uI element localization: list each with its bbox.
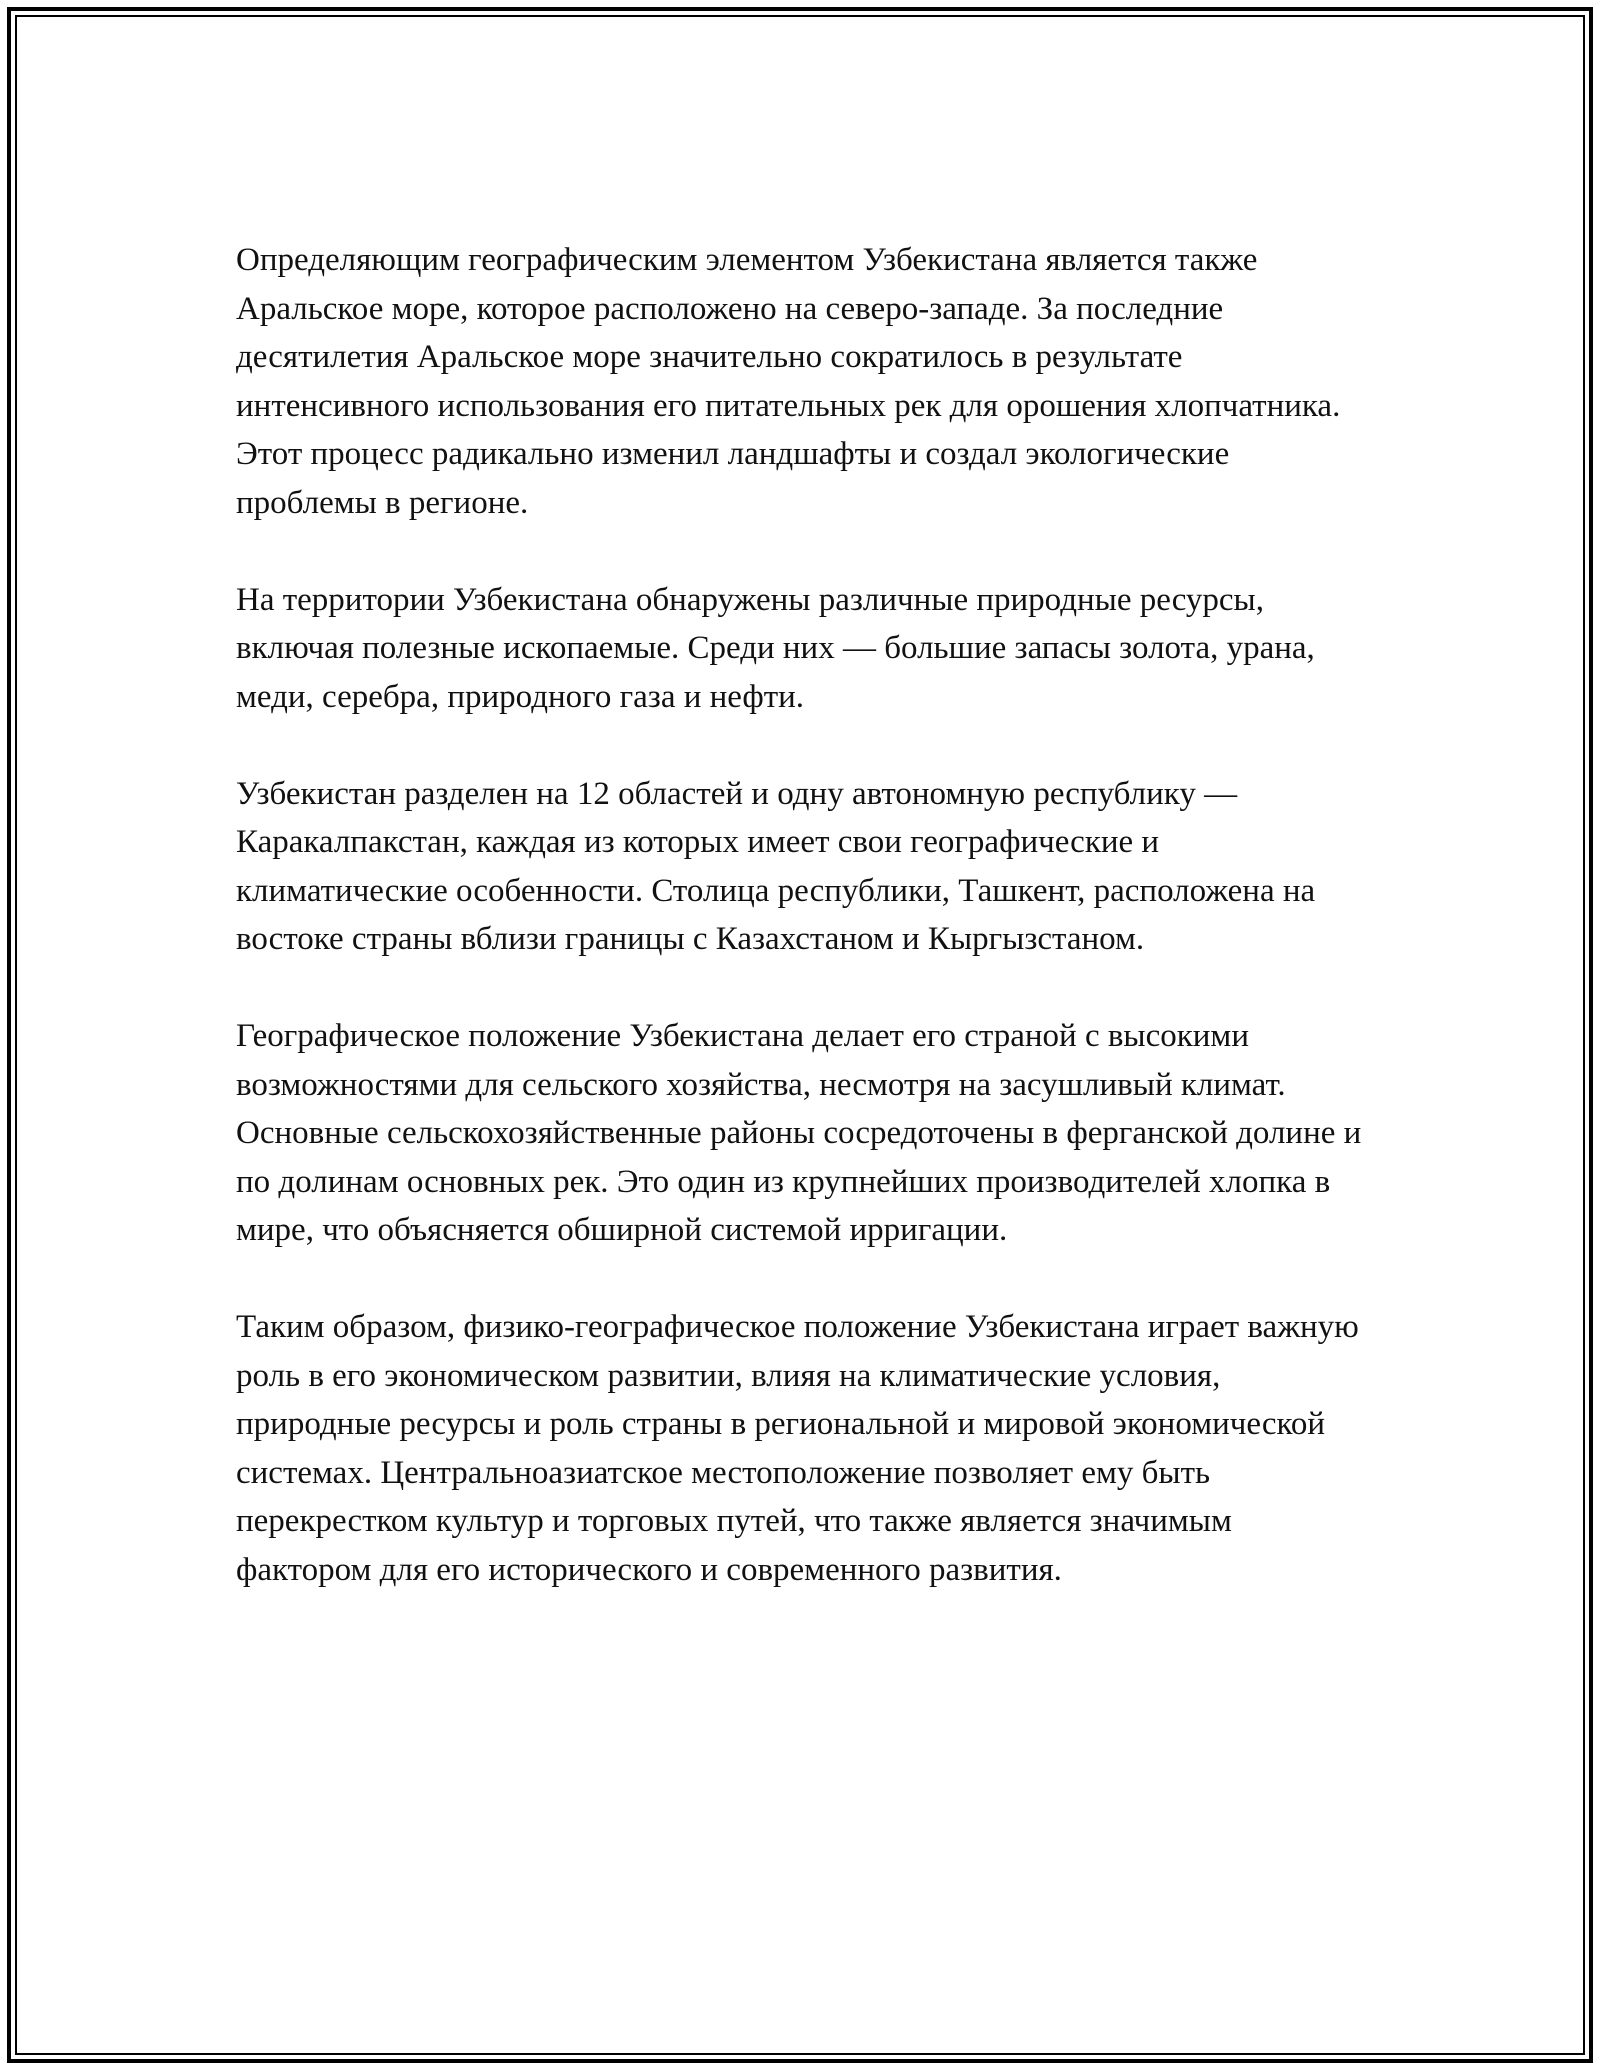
paragraph-administrative-division: Узбекистан разделен на 12 областей и одну автономную республику — Каракалпакстан, каждая из которых имеет свои географические и климатические особенности. Столица республики, Ташкент, расположена на востоке страны вблизи границы с Казахстаном и Кыргызстаном. (236, 775, 1316, 957)
document-body (236, 236, 1364, 1643)
paragraph-agriculture: Географическое положение Узбекистана делает его страной с высокими возможностями для сельского хозяйства, несмотря на засушливый климат. Основные сельскохозяйственные районы сосредоточены в ферганской долине и по долинам основных рек. Это один из крупнейших производителей хлопка в мире, что объясняется обширной системой ирригации. (236, 1018, 1362, 1248)
paragraph-aral-sea: Определяющим географическим элементом Узбекистана является также Аральское море, которое расположено на северо-западе. За последние десятилетия Аральское море значительно сократилось в результате интенсивного использования его питательных рек для орошения хлопчатника. Этот процесс радикально изменил ландшафты и создал экологические проблемы в регионе. (236, 242, 1341, 521)
paragraph-natural-resources: На территории Узбекистана обнаружены различные природные ресурсы, включая полезные ископаемые. Среди них — большие запасы золота, урана, меди, серебра, природного газа и нефти. (236, 581, 1315, 715)
paragraph-conclusion: Таким образом, физико-географическое положение Узбекистана играет важную роль в его экономическом развитии, влияя на климатические условия, природные ресурсы и роль страны в региональной и мировой экономической системах. Центральноазиатское местоположение позволяет ему быть перекрестком культур и торговых путей, что также является значимым фактором для его исторического и современного развития. (236, 1309, 1359, 1588)
